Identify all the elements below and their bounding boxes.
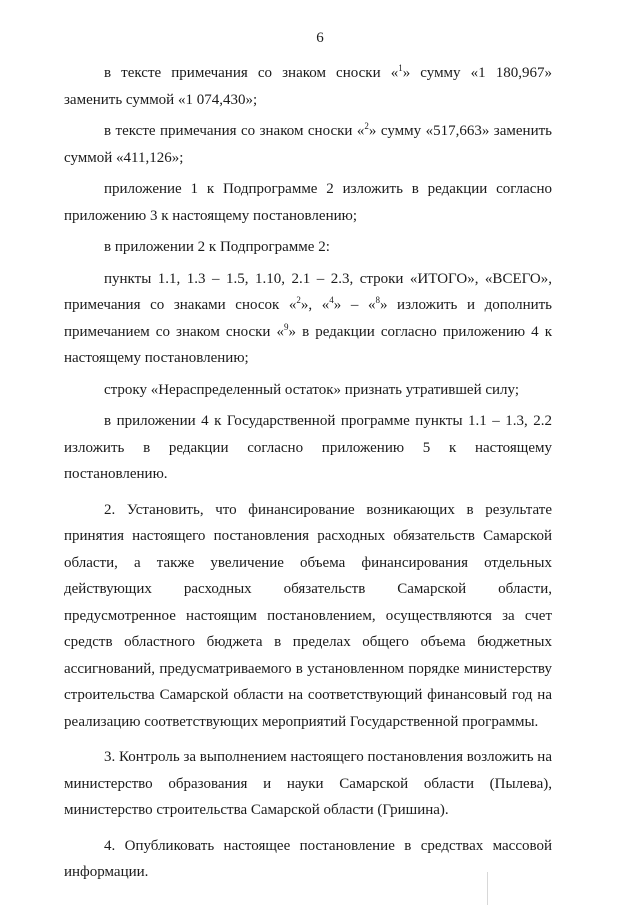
page-number: 6: [316, 30, 324, 46]
footnote-mark: 1: [398, 63, 403, 73]
footnote-mark: 2: [364, 121, 369, 131]
paragraph-footnote-2-amount: в тексте примечания со знаком сноски «$^2$» сумму «517,663» заменить суммой «411,126»;: [64, 121, 552, 166]
footnote-mark: 9: [284, 321, 289, 332]
scan-artifact-line: [487, 872, 488, 905]
paragraph-section-2-financing: 2. Установить, что финансирование возникающих в результате принятия настоящего постановления расходных обязательств Самарской области, а также увеличение объема финансирования отдельных действующих расходных обязательств Самарской области, предусмотренное настоящим постановлением, осуществляются за счет средств областного бюджета в пределах общего объема бюджетных ассигнований, предусматриваемого в установленном порядке министерству строительства Самарской области на соответствующий финансовый год на реализацию соответствующих мероприятий Государственной программы.: [64, 501, 552, 730]
paragraph-footnote-1-amount: в тексте примечания со знаком сноски «$^1$» сумму «1 180,967» заменить суммой «1 074,430»;: [64, 63, 552, 108]
footnote-mark: 8: [375, 295, 380, 305]
paragraph-appendix-2-items: пункты 1.1, 1.3 – 1.5, 1.10, 2.1 – 2.3, строки «ИТОГО», «ВСЕГО», примечания со знаками сносок «$^2$», «$^4$» – «$^8$» изложить и дополнить примечанием со знаком сноски «$^9$» в редакции согласно приложению 4 к настоящему постановлению;: [64, 270, 553, 366]
paragraph-appendix-4: в приложении 4 к Государственной программе пункты 1.1 – 1.3, 2.2 изложить в редакции согласно приложению 5 к настоящему постановлению.: [64, 413, 552, 482]
footnote-mark: 4: [329, 295, 334, 305]
paragraph-section-4-publication: 4. Опубликовать настоящее постановление в средствах массовой информации.: [64, 837, 552, 880]
paragraph-unallocated-balance: строку «Нераспределенный остаток» признать утратившей силу;: [104, 381, 520, 398]
document-body: [64, 60, 552, 891]
paragraph-appendix-1: приложение 1 к Подпрограмме 2 изложить в редакции согласно приложению 3 к настоящему постановлению;: [64, 181, 552, 224]
paragraph-appendix-2-heading: в приложении 2 к Подпрограмме 2:: [104, 239, 330, 255]
footnote-mark: 2: [296, 295, 301, 305]
paragraph-section-3-control: 3. Контроль за выполнением настоящего постановления возложить на министерство образования и науки Самарской области (Пылева), министерство строительства Самарской области (Гришина).: [64, 749, 552, 818]
